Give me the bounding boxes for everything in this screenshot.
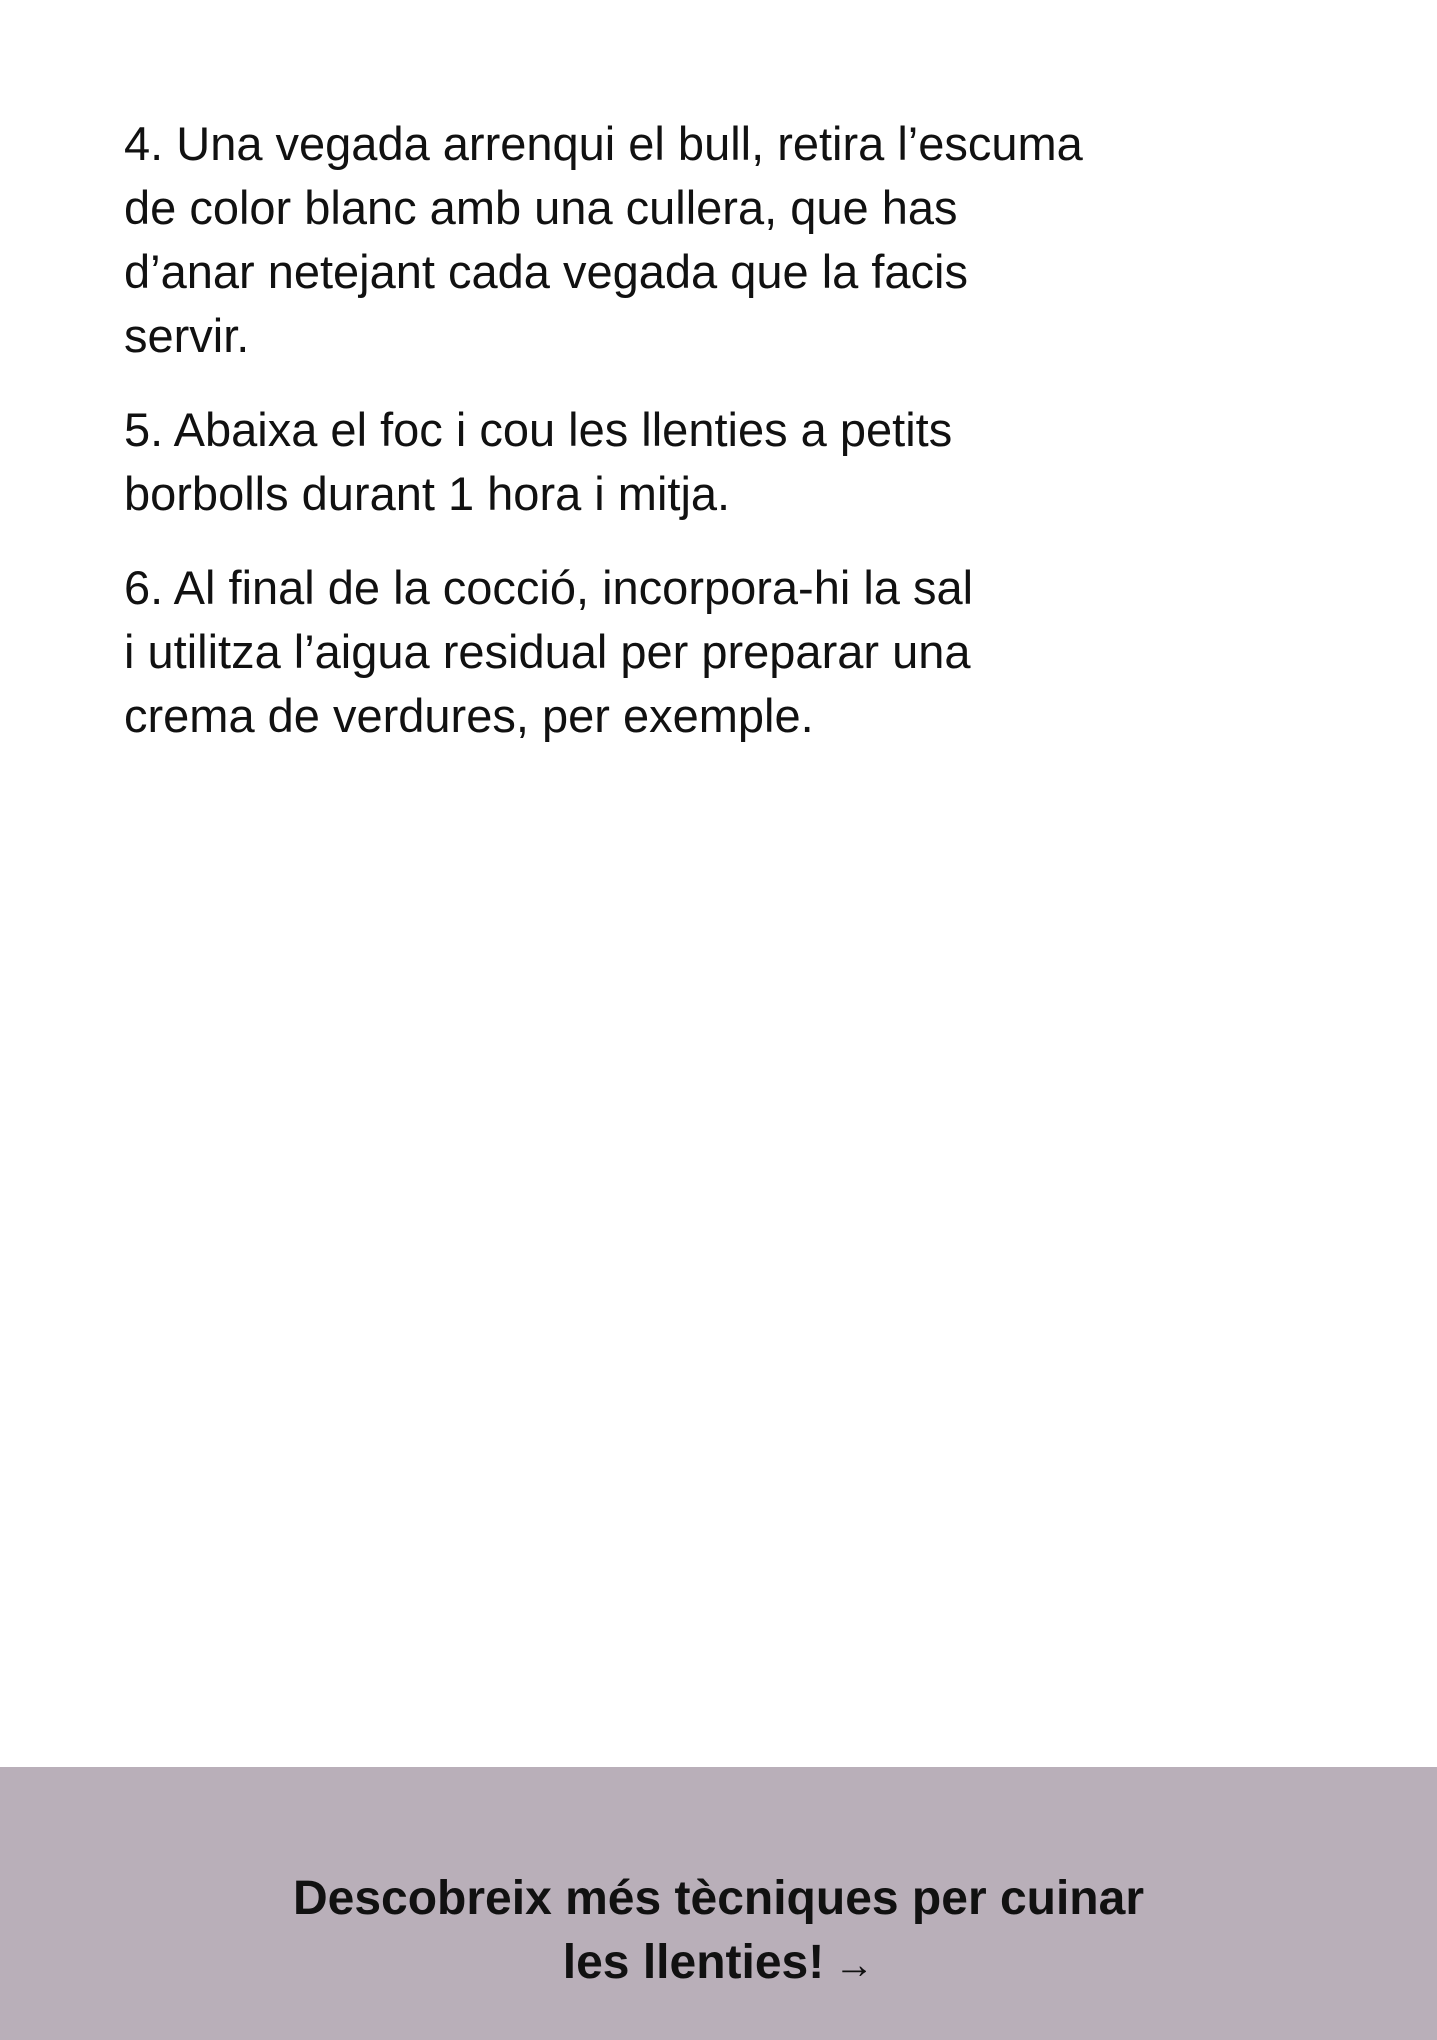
step-6-line-1: 6. Al final de la cocció, incorpora-hi la sal	[124, 561, 974, 614]
cta-line-1: Descobreix més tècniques per cuinar	[292, 1872, 1144, 1925]
arrow-right-icon: →	[834, 1943, 875, 1987]
step-4-line-4: servir.	[124, 309, 250, 362]
step-5	[124, 398, 1244, 526]
discover-more-link[interactable]	[0, 1867, 1437, 1997]
cta-line-2	[0, 1931, 1437, 1997]
step-4	[124, 112, 1244, 368]
step-6-line-2: i utilitza l’aigua residual per preparar una	[124, 625, 971, 678]
step-6-line-3: crema de verdures, per exemple.	[124, 689, 814, 742]
step-4-line-3: d’anar netejant cada vegada que la facis	[124, 245, 969, 298]
step-6	[124, 556, 1244, 748]
cta-line-2-text: les llenties!	[562, 1936, 825, 1989]
step-5-line-1: 5. Abaixa el foc i cou les llenties a petits	[124, 403, 953, 456]
step-4-line-2: de color blanc amb una cullera, que has	[124, 181, 958, 234]
instructions	[124, 112, 1244, 778]
step-4-line-1: 4. Una vegada arrenqui el bull, retira l’escuma	[124, 117, 1083, 170]
footer-banner	[0, 1767, 1437, 2040]
step-5-line-2: borbolls durant 1 hora i mitja.	[124, 467, 731, 520]
